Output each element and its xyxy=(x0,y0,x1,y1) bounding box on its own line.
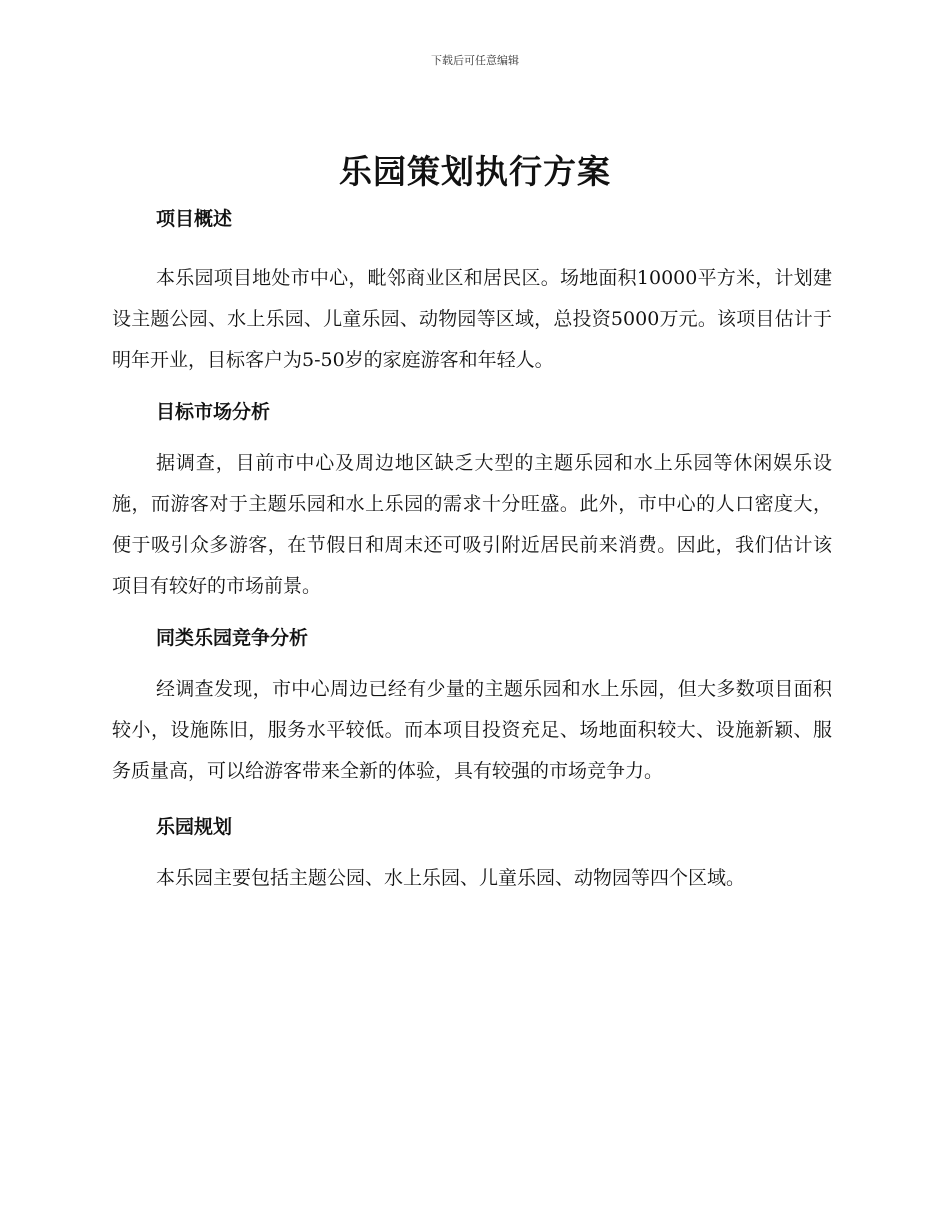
section-heading: 同类乐园竞争分析 xyxy=(156,627,309,649)
section-paragraph: 本乐园项目地处市中心，毗邻商业区和居民区。场地面积10000平方米，计划建设主题公园、水上乐园、儿童乐园、动物园等区域，总投资5000万元。该项目估计于明年开业，目标客户为5-50岁的家庭游客和年轻人。 xyxy=(112,267,832,371)
section-competition xyxy=(112,621,832,792)
section-target-market xyxy=(112,395,832,607)
section-paragraph: 经调查发现，市中心周边已经有少量的主题乐园和水上乐园，但大多数项目面积较小，设施陈旧，服务水平较低。而本项目投资充足、场地面积较大、设施新颖、服务质量高，可以给游客带来全新的体验，具有较强的市场竞争力。 xyxy=(112,678,832,782)
section-heading: 项目概述 xyxy=(156,208,233,230)
section-heading: 乐园规划 xyxy=(156,816,233,838)
document-title: 乐园策划执行方案 xyxy=(339,152,611,191)
section-paragraph: 本乐园主要包括主题公园、水上乐园、儿童乐园、动物园等四个区域。 xyxy=(156,867,746,889)
section-heading: 目标市场分析 xyxy=(156,401,271,423)
section-park-planning xyxy=(112,810,832,899)
header-note: 下载后可任意编辑 xyxy=(431,54,519,67)
document-content xyxy=(112,202,832,899)
section-paragraph: 据调查，目前市中心及周边地区缺乏大型的主题乐园和水上乐园等休闲娱乐设施，而游客对于主题乐园和水上乐园的需求十分旺盛。此外，市中心的人口密度大，便于吸引众多游客，在节假日和周末还可吸引附近居民前来消费。因此，我们估计该项目有较好的市场前景。 xyxy=(112,452,832,597)
section-project-overview xyxy=(112,202,832,381)
